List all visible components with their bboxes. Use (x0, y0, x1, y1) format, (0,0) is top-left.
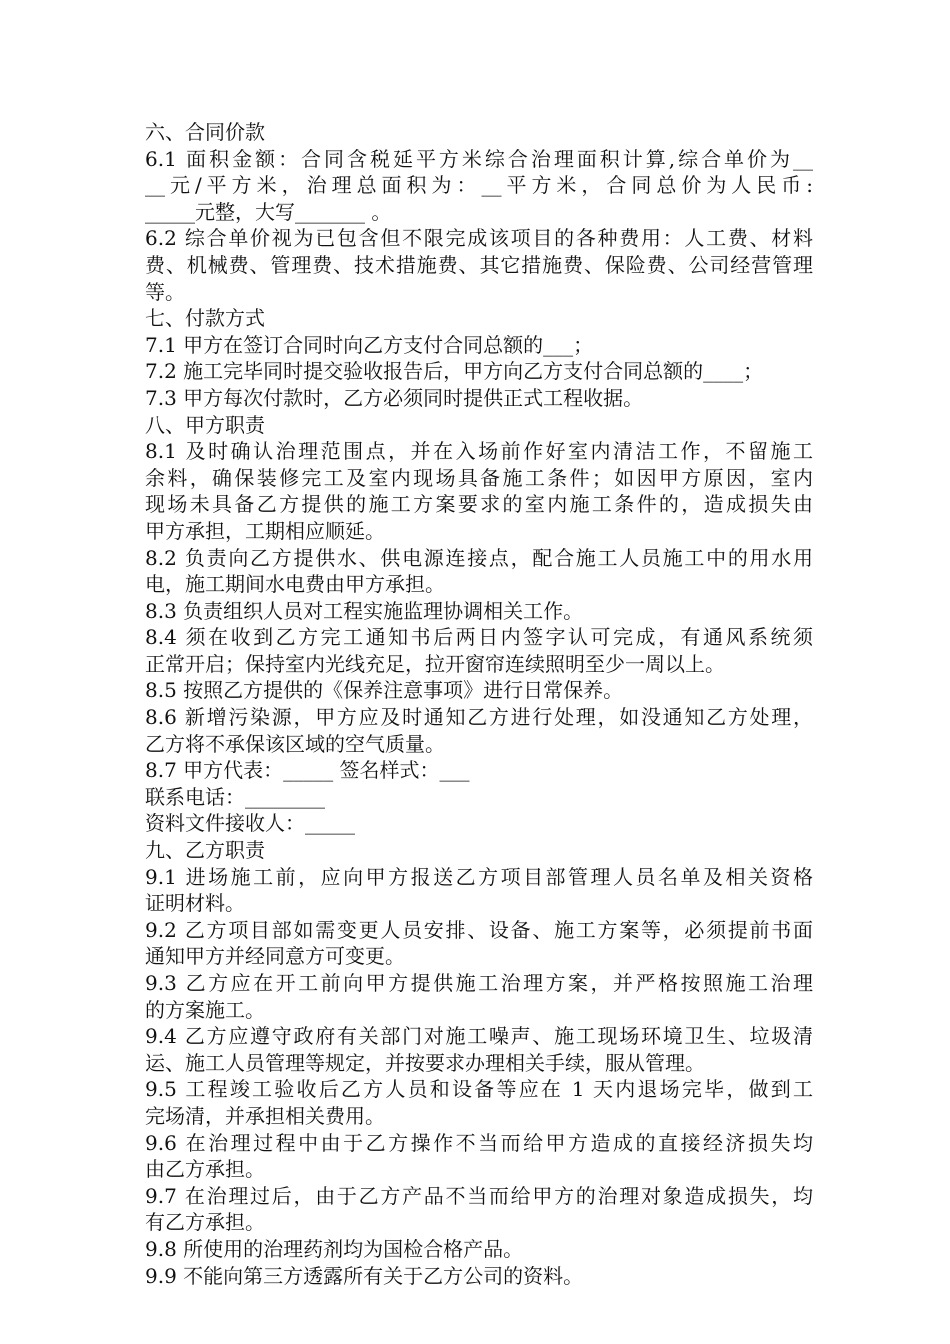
clause-8-5: 8.5 按照乙方提供的《保养注意事项》进行日常保养。 (145, 678, 624, 703)
clause-9-2-line-1: 9.2 乙方项目部如需变更人员安排、设备、施工方案等，必须提前书面 (145, 917, 813, 942)
clause-9-7-line-1: 9.7 在治理过后，由于乙方产品不当而给甲方的治理对象造成损失，均 (145, 1183, 813, 1208)
clause-9-7-line-2: 有乙方承担。 (145, 1210, 265, 1235)
clause-9-6-line-2: 由乙方承担。 (145, 1157, 265, 1182)
clause-9-1-line-1: 9.1 进场施工前，应向甲方报送乙方项目部管理人员名单及相关资格 (145, 864, 813, 889)
clause-8-1-line-3: 现场未具备乙方提供的施工方案要求的室内施工条件的，造成损失由 (145, 492, 813, 517)
clause-9-5-line-1: 9.5 工程竣工验收后乙方人员和设备等应在 1 天内退场完毕，做到工 (145, 1077, 813, 1102)
clause-8-2-line-1: 8.2 负责向乙方提供水、供电源连接点，配合施工人员施工中的用水用 (145, 545, 813, 570)
clause-9-1-line-2: 证明材料。 (145, 891, 245, 916)
clause-8-2-line-2: 电，施工期间水电费由甲方承担。 (145, 572, 445, 597)
clause-6-1-line-1: 6.1 面积金额：合同含税延平方米综合治理面积计算,综合单价为__ (145, 146, 813, 171)
clause-9-4-line-1: 9.4 乙方应遵守政府有关部门对施工噪声、施工现场环境卫生、垃圾清 (145, 1024, 813, 1049)
clause-6-1-line-3: _____元整，大写_______ 。 (145, 199, 392, 224)
contact-phone-line: 联系电话：________ (145, 784, 325, 809)
clause-7-2: 7.2 施工完毕同时提交验收报告后，甲方向乙方支付合同总额的____； (145, 359, 764, 384)
clause-6-2-line-1: 6.2 综合单价视为已包含但不限完成该项目的各种费用：人工费、材料 (145, 226, 813, 251)
clause-8-1-line-2: 余料，确保装修完工及室内现场具备施工条件；如因甲方原因，室内 (145, 465, 813, 490)
clause-9-9: 9.9 不能向第三方透露所有关于乙方公司的资料。 (145, 1263, 584, 1288)
clause-9-2-line-2: 通知甲方并经同意方可变更。 (145, 944, 405, 969)
clause-8-1-line-4: 甲方承担，工期相应顺延。 (145, 518, 385, 543)
clause-8-4-line-2: 正常开启；保持室内光线充足，拉开窗帘连续照明至少一周以上。 (145, 651, 725, 676)
clause-9-3-line-1: 9.3 乙方应在开工前向甲方提供施工治理方案，并严格按照施工治理 (145, 971, 813, 995)
clause-9-6-line-1: 9.6 在治理过程中由于乙方操作不当而给甲方造成的直接经济损失均 (145, 1130, 813, 1155)
clause-7-3: 7.3 甲方每次付款时，乙方必须同时提供正式工程收据。 (145, 385, 644, 410)
heading-party-a-duties: 八、甲方职责 (145, 412, 265, 437)
clause-8-4-line-1: 8.4 须在收到乙方完工通知书后两日内签字认可完成，有通风系统须 (145, 625, 813, 650)
document-receiver-line: 资料文件接收人：_____ (145, 811, 355, 836)
clause-8-7: 8.7 甲方代表：_____ 签名样式：___ (145, 758, 470, 783)
clause-9-8: 9.8 所使用的治理药剂均为国检合格产品。 (145, 1236, 524, 1261)
clause-7-1: 7.1 甲方在签订合同时向乙方支付合同总额的___； (145, 332, 594, 357)
document-page (145, 119, 813, 1289)
clause-8-6-line-1: 8.6 新增污染源，甲方应及时通知乙方进行处理，如没通知乙方处理， (145, 705, 813, 730)
clause-6-2-line-3: 等。 (145, 279, 185, 304)
heading-contract-price: 六、合同价款 (145, 120, 265, 144)
clause-9-4-line-2: 运、施工人员管理等规定，并按要求办理相关手续，服从管理。 (145, 1050, 705, 1075)
clause-8-1-line-1: 8.1 及时确认治理范围点，并在入场前作好室内清洁工作，不留施工 (145, 439, 813, 464)
heading-party-b-duties: 九、乙方职责 (145, 838, 265, 863)
clause-9-5-line-2: 完场清，并承担相关费用。 (145, 1103, 385, 1128)
clause-9-3-line-2: 的方案施工。 (145, 997, 265, 1022)
heading-payment-method: 七、付款方式 (145, 306, 265, 331)
clause-8-3: 8.3 负责组织人员对工程实施监理协调相关工作。 (145, 598, 584, 623)
clause-6-2-line-2: 费、机械费、管理费、技术措施费、其它措施费、保险费、公司经营管理 (145, 252, 813, 277)
clause-6-1-line-2: __元/平方米，治理总面积为：__平方米，合同总价为人民币: (145, 173, 813, 198)
clause-8-6-line-2: 乙方将不承保该区域的空气质量。 (145, 731, 445, 756)
